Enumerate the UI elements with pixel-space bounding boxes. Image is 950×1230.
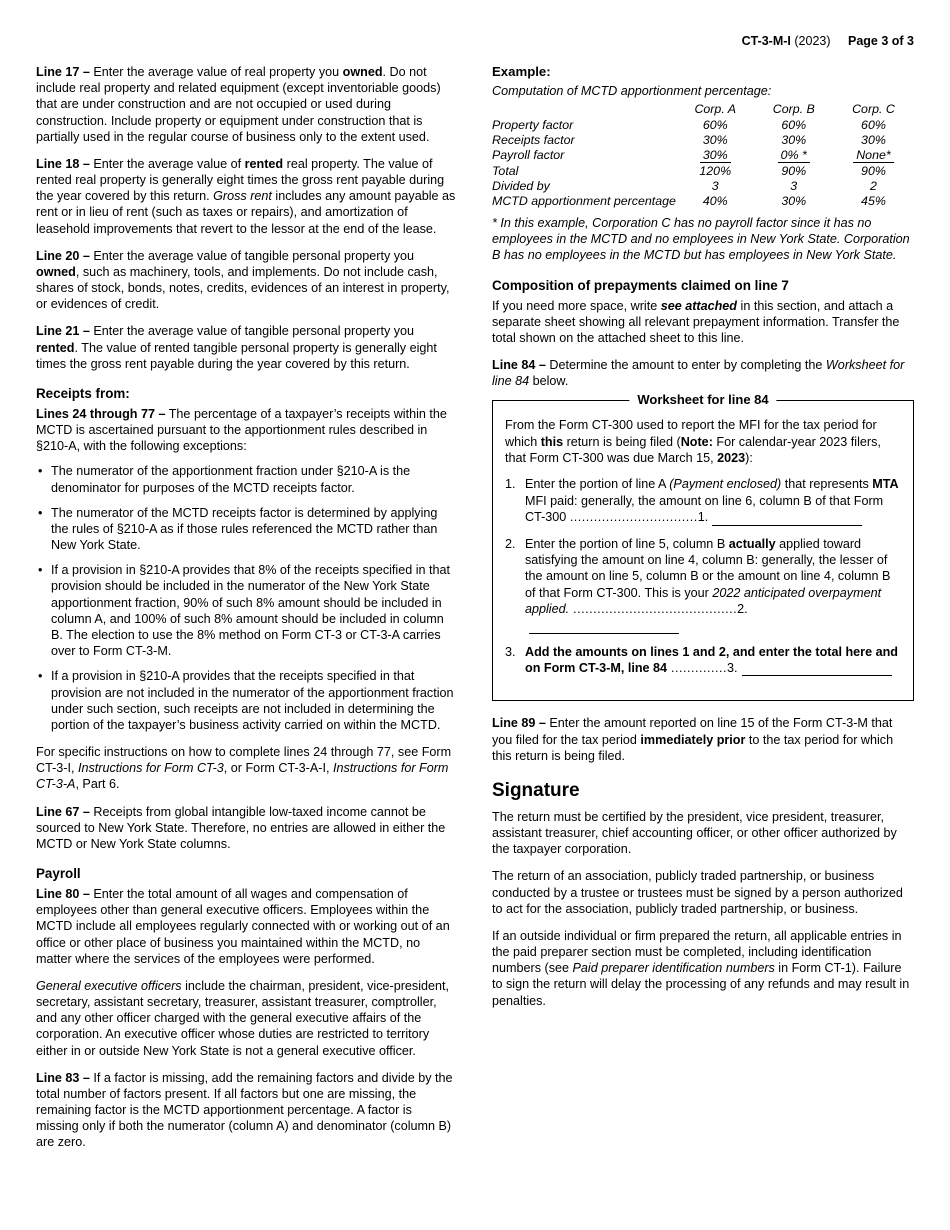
cell-value: 90% [861,163,886,178]
lines-24-77-label: Lines 24 through 77 – [36,406,166,421]
line-18-italic-gross-rent: Gross rent [213,189,272,204]
line-17-bold-owned: owned [342,65,383,79]
specific-instructions-italic-1: Instructions for Form CT-3 [77,761,224,776]
paragraph-line-89 [492,715,914,764]
cell-value: 40% [702,193,728,208]
cell-value: 45% [861,193,886,208]
line-20-bold-owned: owned [36,264,76,279]
cell-value: 60% [861,117,886,132]
paragraph-general-executive-officers [36,978,458,1059]
ws2-dots: ......................................... [569,601,738,616]
table-row [492,193,914,208]
ws1-italic-1: (Payment enclosed) [669,477,782,492]
paragraph-line-80 [36,886,458,967]
signature-heading: Signature [492,779,580,801]
line-84-label: Line 84 – [492,358,546,373]
worksheet-intro-3: For calendar-year 2023 filers, that Form CT-300 was due March 15, [505,434,881,466]
paragraph-composition [492,298,914,347]
column-header-corp-b: Corp. B [772,102,815,116]
lines-24-77-text: The percentage of a taxpayer’s receipts within the MCTD is ascertained pursuant to the apportionment rules described in §210-A, with the following exceptions: [36,406,447,454]
form-year: (2023) [794,34,831,48]
ws1-bold-mta: MTA [872,477,899,492]
line-20-label: Line 20 – [36,248,90,263]
worksheet-item-number: 1. [505,477,516,492]
line-89-label: Line 89 – [492,716,546,731]
ws2-ref: 2. [737,601,748,616]
cell-value: 30% [702,132,728,147]
line-84-text-2: below. [529,374,569,389]
cell-value-underlined: None* [853,148,893,163]
table-row [492,132,914,147]
ws2-text-2: applied toward satisfying the amount on line 4, column B: generally, the lesser of the amount on line 5, column B or the amount on line 4, column B of that Form CT-300. This is your [525,536,891,600]
list-item: • The numerator of the MCTD receipts factor is determined by applying the rules of §210-A as if those rules referenced the MCTD rather than New York State. [36,505,458,554]
cell-value: 30% [781,193,807,208]
form-number: CT-3-M-I [741,34,791,48]
composition-text-1: If you need more space, write [492,298,661,313]
row-label: MCTD apportionment percentage [492,193,676,208]
line-80-text: Enter the total amount of all wages and compensation of employees other than general executive officers. Employees within the MCTD include all employees regularly connected with or working out of an office or other place of business you maintained within the MCTD, no matter where the services of the employees were performed. [36,887,450,966]
line-18-text-3: includes any amount payable as rent or in lieu of rent (such as taxes or repairs), and amortization of leasehold improvements that revert to the lessor at the end of the lease. [36,189,456,236]
two-column-body [36,64,914,1162]
ws1-dots: ................................ [569,510,698,525]
list-item: • If a provision in §210-A provides that the receipts specified in that provision are not included in the numerator of the apportionment fraction under such section, such receipts are not included in determining the portion of the taxpayer’s business activity carried on within the MCTD. [36,668,458,733]
row-label: Property factor [492,117,574,132]
line-18-text-1: Enter the average value of [89,156,245,171]
paragraph-line-17 [36,64,458,145]
worksheet-intro-bold-this: this [540,434,564,449]
line-18-bold-rented: rented [244,156,284,171]
signature-last-text-1: If an outside individual or firm prepared the return, all applicable entries in the paid preparer section must be completed, including identification numbers (see [492,928,902,976]
line-17-text-2: . Do not include real property and related equipment (except inventoriable goods) that are under construction and are not occupied or used during construction. Include property or equipment under construction that is partially used in the regular course of business only to the extent used. [36,65,441,144]
column-header-corp-c: Corp. C [852,102,895,116]
line-83-text: If a factor is missing, add the remaining factors and divide by the total number of factors present. If all factors but one are missing, the remaining factor is the MCTD apportionment percentage. A factor is missing only if both the numerator (column A) and denominator (column B) are zero. [36,1070,453,1150]
worksheet-input-3[interactable] [742,662,892,676]
column-header-blank [492,102,676,117]
row-label: Receipts factor [492,132,575,147]
worksheet-intro-1: From the Form CT-300 used to report the MFI for the tax period for which [505,418,877,449]
line-21-label: Line 21 – [36,324,90,339]
ws2-italic-1: 2022 anticipated overpayment applied. [525,585,882,616]
table-row [492,147,914,163]
line-67-label: Line 67 – [36,804,90,819]
line-17-text-1: Enter the average value of real property you [89,65,343,79]
table-row [492,117,914,132]
specific-instructions-text-1: For specific instructions on how to complete lines 24 through 77, see Form CT-3-I, [36,745,452,776]
table-row [492,178,914,193]
receipts-from-heading: Receipts from: [36,385,130,401]
worksheet-intro [505,417,901,466]
cell-value-underlined: 0% * [778,148,810,163]
specific-instructions-text-2: , or Form CT-3-A-I, [223,761,333,776]
ws2-text-1: Enter the portion of line 5, column B [525,536,729,551]
line-20-text-1: Enter the average value of tangible personal property you [89,248,415,263]
composition-heading: Composition of prepayments claimed on line 7 [492,277,789,293]
paragraph-lines-24-77 [36,406,458,455]
payroll-heading: Payroll [36,866,81,882]
line-80-label: Line 80 – [36,887,90,902]
paragraph-line-20 [36,248,458,313]
row-label: Total [492,163,519,178]
page-header [36,34,914,50]
cell-value [676,147,755,163]
list-item: • The numerator of the apportionment fraction under §210-A is the denominator for purposes of the MCTD receipts factor. [36,463,458,495]
ws1-text-2: that represents [781,477,873,492]
line-84-italic: Worksheet for line 84 [492,358,905,389]
paragraph-line-18 [36,156,458,237]
line-89-text-2: to the tax period for which this return is being filed. [492,732,894,763]
signature-last-text-2: in Form CT-1). Failure to sign the return will delay the processing of any refunds and may result in penalties. [492,961,910,1008]
line-67-text: Receipts from global intangible low-taxed income cannot be sourced to New York State. Therefore, no entries are allowed in either the MCTD or New York State columns. [36,804,446,851]
table-header-row [492,102,914,117]
ws1-ref: 1. [697,510,709,525]
column-header-corp-a: Corp. A [694,102,737,116]
worksheet-item-body [525,644,901,677]
cell-value-underlined: 30% [700,148,731,163]
worksheet-intro-2: return is being filed ( [563,434,681,449]
cell-value [833,147,914,163]
cell-value: 30% [861,132,886,147]
left-column [36,64,458,1162]
worksheet-line-84 [492,392,914,701]
signature-paragraph-2: The return of an association, publicly traded partnership, or business conducted by a trustee or trustees must be signed by a person authorized to act for the association, publicly traded partnership, or business. [492,869,903,916]
line-20-text-2: , such as machinery, tools, and implements. Do not include cash, shares of stock, bonds, notes, credits, evidences of an interest in property, or evidences of credit. [36,264,450,312]
example-subtitle: Computation of MCTD apportionment percentage: [492,84,772,98]
ws3-ref: 3. [727,661,738,676]
ws1-text-1: Enter the portion of line A [525,477,670,492]
cell-value: 90% [781,163,807,178]
example-footnote: * In this example, Corporation C has no payroll factor since it has no employees in the MCTD and no employees in New York State. Corporation B has no employees in the MCTD but has employees in New York State. [492,216,910,263]
cell-value: 120% [699,163,732,178]
row-label: Payroll factor [492,148,565,162]
cell-value: 30% [781,132,807,147]
list-item: • If a provision in §210-A provides that 8% of the receipts specified in that provision should be included in the numerator of the New York State apportionment fraction, 90% of such 8% amount should be included in column A, and 100% of such 8% amount should be included in column B. The election to use the 8% method on Form CT-3 or CT-3-A carries over to Form CT-3-M. [36,562,458,659]
ws3-dots: .............. [667,661,728,676]
worksheet-item-3 [505,644,901,677]
worksheet-title: Worksheet for line 84 [629,392,776,407]
worksheet-item-body [525,476,901,525]
cell-value: 60% [702,117,728,132]
cell-value: 60% [781,117,807,132]
worksheet-item-body [525,536,901,634]
paragraph-line-84 [492,357,914,389]
ws1-text-3: MFI paid: generally, the amount on line 6, column B of that Form CT-300 [525,493,884,525]
row-label: Divided by [492,178,550,193]
line-18-text-2: real property. The value of rented real property is generally eight times the gross rent payable during the year covered by this return. [36,156,445,204]
worksheet-item-2 [505,536,901,634]
line-89-bold: immediately prior [640,732,746,747]
receipts-exceptions-list [36,463,458,733]
specific-instructions-italic-2: Instructions for Form CT-3-A [36,761,449,792]
worksheet-item-number: 2. [505,536,516,551]
cell-value: 3 [790,178,798,193]
paragraph-line-67 [36,804,458,853]
right-column [492,64,914,1020]
line-21-text-2: . The value of rented tangible personal property is generally eight times the gross rent payable during the year covered by this return. [36,340,437,371]
line-18-label: Line 18 – [36,156,90,171]
line-21-text-1: Enter the average value of tangible personal property you [89,324,415,339]
line-84-text-1: Determine the amount to enter by completing the [545,358,826,373]
paragraph-line-21 [36,323,458,372]
specific-instructions-text-3: , Part 6. [75,777,120,792]
cell-value: 2 [870,178,877,193]
general-executive-officers-text: include the chairman, president, vice-president, secretary, assistant secretary, treasurer, assistant treasurer, comptroller, and any other officer charged with the general executive affairs of the corporation. An executive officer whose duties are restricted to territory either in or outside New York State is not a general executive officer. [36,978,450,1058]
general-executive-officers-italic: General executive officers [36,978,182,993]
paragraph-line-83 [36,1070,458,1151]
composition-text-2: in this section, and attach a separate sheet showing all relevant prepayment information. Transfer the total shown on the attached sheet to this line. [492,298,900,345]
example-table [492,102,914,208]
table-row [492,163,914,178]
line-89-text-1: Enter the amount reported on line 15 of the Form CT-3-M that you filed for the tax period [492,716,893,747]
cell-value [755,147,833,163]
worksheet-item-1 [505,476,901,525]
signature-last-italic: Paid preparer identification numbers [572,961,775,976]
line-83-label: Line 83 – [36,1070,90,1085]
worksheet-item-number: 3. [505,644,516,659]
signature-paragraph-1: The return must be certified by the president, vice president, treasurer, assistant treasurer, chief accounting officer, or other officer authorized by the taxpayer corporation. [492,809,897,857]
cell-value: 3 [711,178,719,193]
worksheet-intro-4: ): [745,451,753,466]
worksheet-input-1[interactable] [712,512,862,526]
worksheet-intro-bold-note: Note: [680,434,713,449]
page-number: Page 3 of 3 [848,34,914,48]
example-heading: Example: [492,64,551,79]
worksheet-input-2[interactable] [529,620,679,634]
line-17-label: Line 17 – [36,65,90,79]
ws2-bold-actually: actually [728,536,776,551]
line-21-bold-rented: rented [36,340,75,355]
composition-see-attached: see attached [660,298,738,313]
worksheet-intro-bold-year: 2023 [717,451,746,466]
paragraph-specific-instructions [36,744,458,793]
signature-paragraph-3 [492,928,914,1009]
ws3-bold-all: Add the amounts on lines 1 and 2, and enter the total here and on Form CT-3-M, line 84 [525,644,898,676]
